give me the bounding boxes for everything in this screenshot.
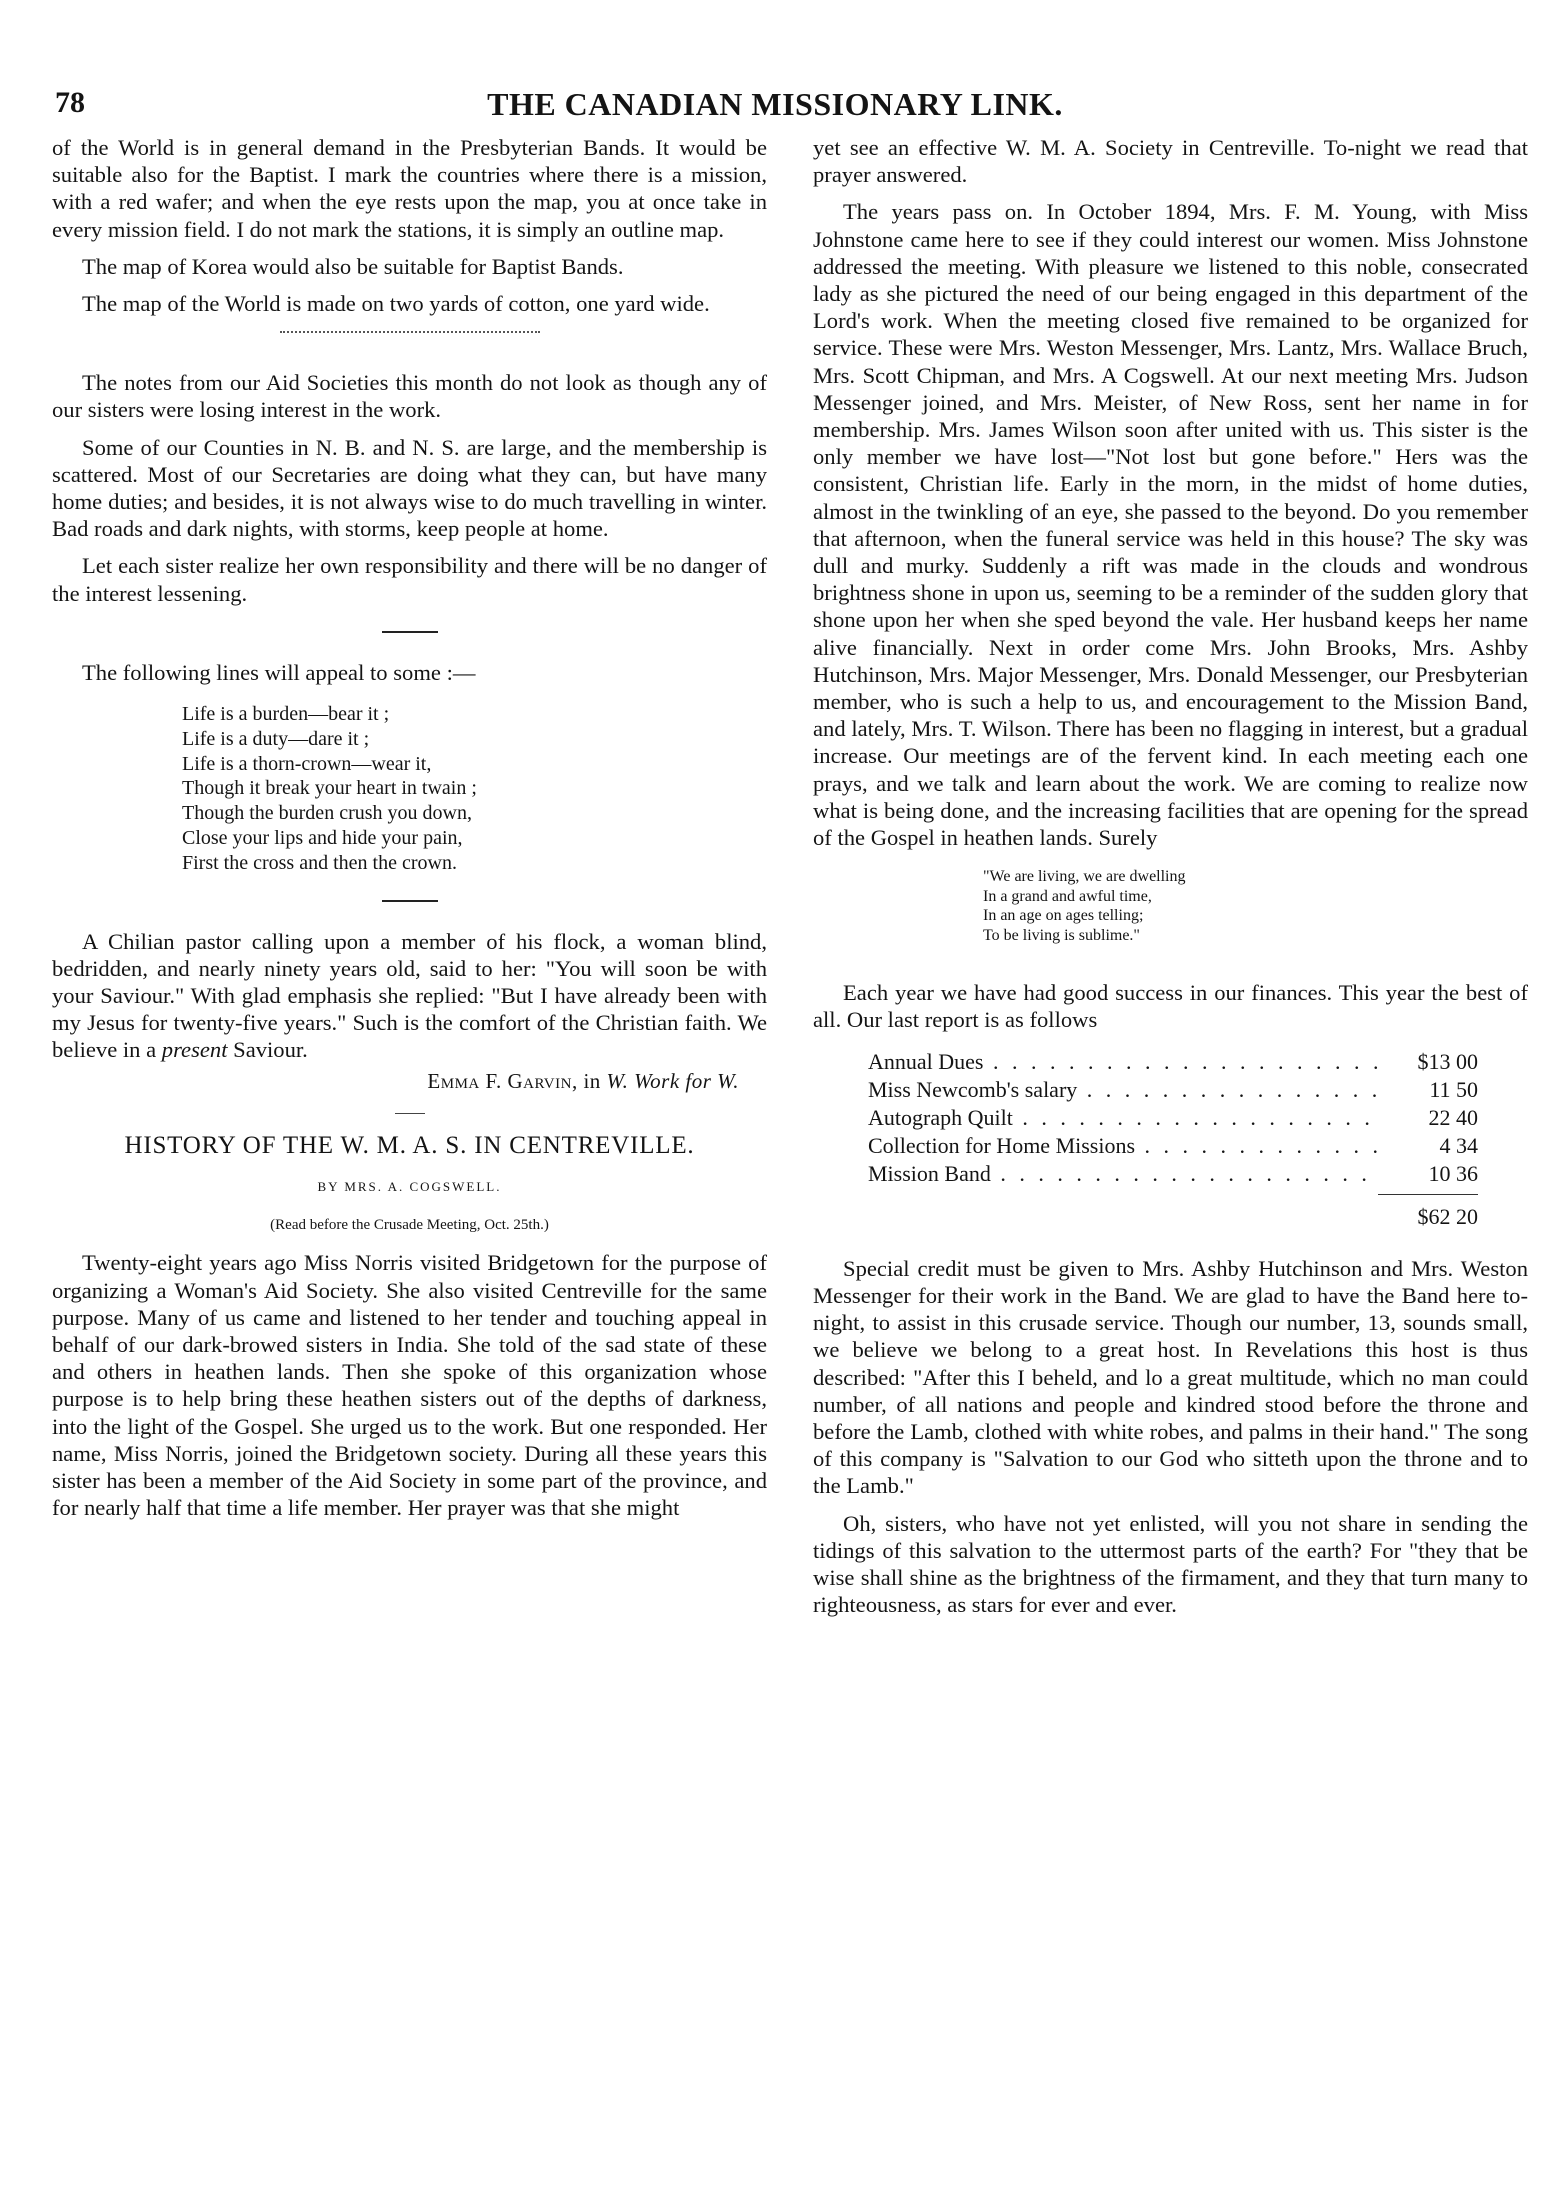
short-rule <box>395 1113 425 1114</box>
finance-label: Annual Dues . . . <box>868 1048 1378 1076</box>
finance-row <box>868 1104 1478 1132</box>
poem <box>182 702 767 876</box>
publication-name: W. Work for W. <box>606 1068 739 1093</box>
attribution-in: in <box>583 1068 601 1093</box>
poem-line: To be living is sublime." <box>983 926 1140 944</box>
paragraph: Special credit must be given to Mrs. Ashby Hutchinson and Mrs. Weston Messenger for their work in the Band. We are glad to have the Band here to-night, to assist in this crusade service. Though our number, 13, sounds small, we believe we belong to a great host. In Revelations this host is thus described: "After this I beheld, and lo a great multitude, which no man could number, of all nations and people and kindred stood before the throne and before the Lamb, clothed with white robes, and palms in their hand." The song of this company is "Salvation to our God who sitteth upon the throne and to the Lamb." <box>813 1255 1528 1499</box>
finance-row <box>868 1076 1478 1104</box>
paragraph: Twenty-eight years ago Miss Norris visited Bridgetown for the purpose of organizing a Woman's Aid Society. She also visited Centreville for the same purpose. Many of us came and listened to her tender and touching appeal in behalf of our dark-browed sisters in India. She told of the sad state of these and others in heathen lands. Then she spoke of this organization whose purpose is to help bring these heathen sisters out of the depths of darkness, into the light of the Gospel. She urged us to the work. But one responded. Her name, Miss Norris, joined the Bridgetown society. During all these years this sister has been a member of the Aid Society in some part of the province, and for nearly half that time a life member. Her prayer was that she might <box>52 1250 767 1521</box>
finance-label: Mission Band . . . <box>868 1160 1378 1188</box>
finance-row <box>868 1048 1478 1076</box>
paragraph: yet see an effective W. M. A. Society in Centreville. To-night we read that prayer answered. <box>813 135 1528 188</box>
poem-line: Close your lips and hide your pain, <box>182 827 463 850</box>
paragraph: Oh, sisters, who have not yet enlisted, will you not share in sending the tidings of this salvation to the uttermost parts of the earth? For "they that be wise shall shine as the brightness of the firmament, and they that turn many to righteousness, as stars for ever and ever. <box>813 1510 1528 1618</box>
poem-line: First the cross and then the crown. <box>182 851 457 874</box>
finance-amount: $13 00 <box>1417 1048 1478 1074</box>
paragraph: The notes from our Aid Societies this month do not look as though any of our sisters were losing interest in the work. <box>52 370 767 423</box>
finance-amount: 10 36 <box>1428 1160 1478 1186</box>
page-header <box>55 86 1495 126</box>
short-rule <box>382 900 438 902</box>
finance-label: Autograph Quilt . . . <box>868 1104 1378 1132</box>
article-note: (Read before the Crusade Meeting, Oct. 25th.) <box>270 1217 549 1234</box>
page-number: 78 <box>55 86 85 119</box>
poem-line: Though it break your heart in twain ; <box>182 777 477 800</box>
poem-line: Though the burden crush you down, <box>182 802 472 825</box>
poem-line: In an age on ages telling; <box>983 907 1144 925</box>
poem-line: Life is a thorn-crown—wear it, <box>182 752 432 775</box>
journal-title: THE CANADIAN MISSIONARY LINK. <box>487 86 1063 122</box>
finance-row <box>868 1160 1478 1188</box>
italic-word: present <box>161 1037 228 1063</box>
paragraph: Some of our Counties in N. B. and N. S. are large, and the membership is scattered. Most of our Secretaries are doing what they can, but have many home duties; and besides, it is not always wise to do much travelling in winter. Bad roads and dark nights, with storms, keep people at home. <box>52 434 767 542</box>
left-column <box>52 134 767 1531</box>
paragraph: The map of Korea would also be suitable for Baptist Bands. <box>82 253 624 279</box>
text-span: A Chilian pastor calling upon a member of his flock, a woman blind, bedridden, and nearly ninety years old, said to her: "You will soon be with your Saviour." With glad emphasis she replied: "But I have already been with my Jesus for twenty-five years." Such is the comfort of the Christian faith. We believe in a <box>52 928 767 1063</box>
paragraph: The years pass on. In October 1894, Mrs. F. M. Young, with Miss Johnstone came here to see if they could interest our women. Miss Johnstone addressed the meeting. With pleasure we listened to this noble, consecrated lady as she pictured the need of our being engaged in this department of the Lord's work. When the meeting closed five remained to be organized for service. These were Mrs. Weston Messenger, Mrs. Lantz, Mrs. Wallace Bruch, Mrs. Scott Chipman, and Mrs. A Cogswell. At our next meeting Mrs. Judson Messenger joined, and Mrs. Meister, of New Ross, sent her name in for membership. Mrs. James Wilson soon after united with us. This sister is the only member we have lost—"Not lost but gone before." Hers was the consistent, Christian life. Early in the morn, in the midst of home duties, almost in the twinkling of an eye, she passed to the beyond. Do you remember that afternoon, when the funeral service was held in this house? The sky was dull and murky. Suddenly a rift was made in the clouds and wondrous brightness shone in upon us, seeming to be a reminder of the sudden glory that shone upon her when she sped beyond the vale. Her husband keeps her name alive financially. Next in order come Mrs. John Brooks, Mrs. Ashby Hutchinson, Mrs. Major Messenger, Mrs. Donald Messenger, our Presbyterian member, who is such a help to us, and encouragement to the Mission Band, and lately, Mrs. T. Wilson. There has been no flagging in interest, but a gradual increase. Our meetings are of the fervent kind. In each meeting each one prays, and we talk and learn about the work. We are coming to realize now what is being done, and the increasing facilities that are opening for the spread of the Gospel in heathen lands. Surely <box>813 199 1528 851</box>
paragraph: of the World is in general demand in the Presbyterian Bands. It would be suitable also for the Baptist. I mark the countries where there is a mission, with a red wafer; and when the eye rests upon the map, you at once take in every mission field. I do not mark the stations, it is simply an outline map. <box>52 135 767 242</box>
poem-line: In a grand and awful time, <box>983 887 1152 905</box>
finance-amount: 22 40 <box>1428 1104 1478 1130</box>
short-rule <box>382 631 438 633</box>
right-column <box>813 134 1528 1628</box>
paragraph: The map of the World is made on two yards of cotton, one yard wide. <box>82 291 710 317</box>
section-divider <box>280 331 540 333</box>
poem <box>983 867 1528 945</box>
article-byline: BY MRS. A. COGSWELL. <box>317 1179 502 1195</box>
finance-total-amount: $62 20 <box>1417 1203 1478 1229</box>
finance-amount: 4 34 <box>1439 1132 1478 1158</box>
finance-row <box>868 1132 1478 1160</box>
poem-line: Life is a duty—dare it ; <box>182 727 370 750</box>
paragraph: Each year we have had good success in our finances. This year the best of all. Our last report is as follows <box>813 980 1528 1033</box>
author-name: Emma F. Garvin, <box>427 1068 578 1093</box>
attribution <box>52 1068 767 1095</box>
poem-line: "We are living, we are dwelling <box>983 868 1186 886</box>
poem-line: Life is a burden—bear it ; <box>182 703 390 726</box>
finance-table <box>868 1048 1478 1231</box>
poem-intro: The following lines will appeal to some :— <box>82 659 476 685</box>
finance-total <box>1378 1194 1478 1231</box>
paragraph <box>52 928 767 1064</box>
text-span: Saviour. <box>233 1037 308 1063</box>
finance-amount: 11 50 <box>1429 1076 1478 1102</box>
paragraph: Let each sister realize her own responsibility and there will be no danger of the interest lessening. <box>52 553 767 606</box>
finance-label: Miss Newcomb's salary . . . <box>868 1076 1378 1104</box>
finance-label: Collection for Home Missions . . . <box>868 1132 1378 1160</box>
article-title: HISTORY OF THE W. M. A. S. IN CENTREVILLE. <box>124 1131 695 1159</box>
